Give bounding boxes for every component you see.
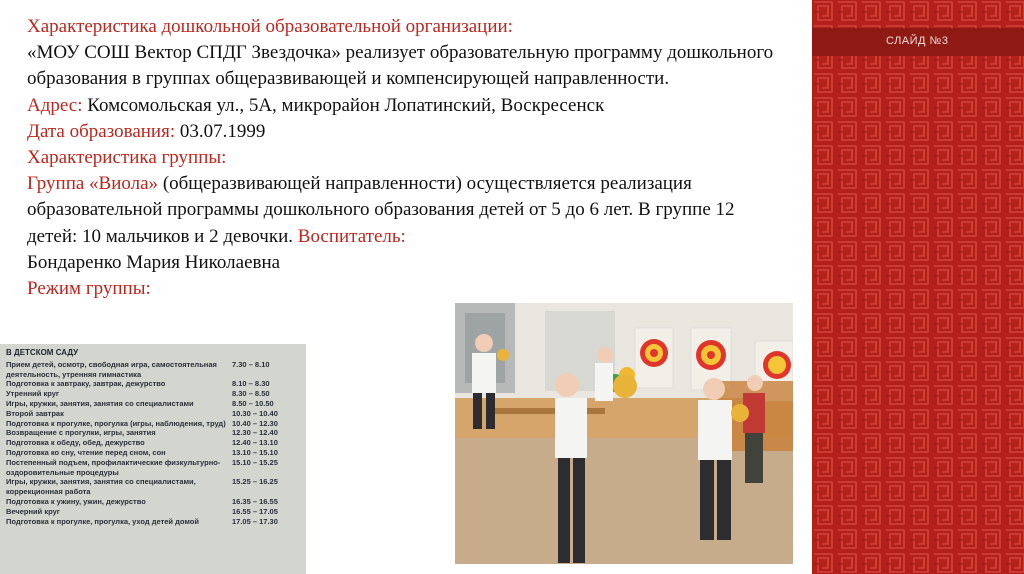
schedule-row bbox=[6, 497, 298, 507]
schedule-row bbox=[6, 389, 298, 399]
schedule-activity: Постепенный подъем, профилактические физкультурно-оздоровительные процедуры bbox=[6, 457, 221, 477]
slide-content bbox=[27, 14, 787, 302]
schedule-activity: Подготовка к прогулке, прогулка (игры, наблюдения, труд) bbox=[6, 418, 226, 428]
schedule-time: 17.05 – 17.30 bbox=[232, 516, 278, 526]
schedule-row bbox=[6, 419, 298, 429]
schedule-time: 12.30 – 12.40 bbox=[232, 428, 278, 438]
schedule-title: В ДЕТСКОМ САДУ bbox=[6, 348, 79, 357]
group-name: Группа «Виола» bbox=[27, 173, 159, 195]
schedule-row bbox=[6, 458, 298, 478]
schedule-time: 12.40 – 13.10 bbox=[232, 438, 278, 448]
address-value: Комсомольская ул., 5А, микрорайон Лопатинский, Воскресенск bbox=[82, 94, 605, 116]
schedule-rows bbox=[6, 360, 298, 527]
teacher-name: Бондаренко Мария Николаевна bbox=[27, 251, 281, 273]
schedule-activity: Подготовка к обеду, обед, дежурство bbox=[6, 438, 145, 448]
schedule-time: 15.10 – 15.25 bbox=[232, 457, 278, 467]
teacher-label: Воспитатель: bbox=[297, 225, 406, 247]
organization-description: «МОУ СОШ Вектор СПДГ Звездочка» реализует образовательную программу дошкольного образования в группах общеразвивающей и компенсирующей направленности. bbox=[27, 42, 774, 90]
address-line bbox=[27, 93, 787, 119]
gym-photo-illustration bbox=[455, 303, 793, 564]
schedule-activity: Подготовка к завтраку, завтрак, дежурство bbox=[6, 379, 166, 389]
heading-organization: Характеристика дошкольной образовательной организации: bbox=[27, 16, 513, 37]
heading-group: Характеристика группы: bbox=[27, 147, 227, 169]
schedule-activity: Второй завтрак bbox=[6, 408, 64, 418]
schedule-time: 16.55 – 17.05 bbox=[232, 506, 278, 516]
schedule-row bbox=[6, 507, 298, 517]
schedule-image bbox=[0, 344, 306, 574]
schedule-row bbox=[6, 517, 298, 527]
schedule-activity: Возвращение с прогулки, игры, занятия bbox=[6, 428, 156, 438]
heading-schedule: Режим группы: bbox=[27, 278, 151, 300]
date-value: 03.07.1999 bbox=[175, 120, 266, 142]
date-label: Дата образования: bbox=[27, 120, 176, 142]
schedule-time: 10.30 – 10.40 bbox=[232, 408, 278, 418]
schedule-time: 16.35 – 16.55 bbox=[232, 496, 278, 506]
schedule-activity: Вечерний круг bbox=[6, 506, 60, 516]
group-photo bbox=[455, 303, 793, 564]
schedule-row bbox=[6, 409, 298, 419]
schedule-activity: Игры, кружки, занятия, занятия со специалистами, коррекционная работа bbox=[6, 477, 196, 497]
founded-date-line bbox=[27, 119, 787, 145]
schedule-time: 15.25 – 16.25 bbox=[232, 477, 278, 487]
schedule-activity: Прием детей, осмотр, свободная игра, самостоятельная деятельность, утренняя гимнастика bbox=[6, 359, 217, 379]
schedule-time: 8.30 – 8.50 bbox=[232, 389, 270, 399]
schedule-activity: Утренний круг bbox=[6, 389, 59, 399]
schedule-row bbox=[6, 428, 298, 438]
schedule-time: 7.30 – 8.10 bbox=[232, 359, 270, 369]
schedule-row bbox=[6, 399, 298, 409]
schedule-activity: Подготовка к прогулке, прогулка, уход детей домой bbox=[6, 516, 199, 526]
schedule-table bbox=[6, 348, 298, 526]
schedule-row bbox=[6, 448, 298, 458]
address-label: Адрес: bbox=[27, 94, 83, 116]
schedule-time: 8.10 – 8.30 bbox=[232, 379, 270, 389]
schedule-time: 13.10 – 15.10 bbox=[232, 447, 278, 457]
schedule-activity: Подготовка ко сну, чтение перед сном, сон bbox=[6, 447, 166, 457]
schedule-activity: Подготовка к ужину, ужин, дежурство bbox=[6, 496, 146, 506]
group-desc: (общеразвивающей направленности) осуществляется реализация образовательной программы дошкольного образования детей от 5 до 6 лет. В группе 12 детей: 10 мальчиков и 2 девочки. bbox=[27, 173, 735, 247]
schedule-time: 10.40 – 12.30 bbox=[232, 418, 278, 428]
schedule-row bbox=[6, 477, 298, 497]
schedule-activity: Игры, кружки, занятия, занятия со специалистами bbox=[6, 398, 194, 408]
decorative-sidebar bbox=[812, 0, 1024, 574]
slide-number-badge bbox=[812, 28, 1024, 56]
slide-number: СЛАЙД №3 bbox=[886, 35, 949, 47]
schedule-row bbox=[6, 379, 298, 389]
group-description bbox=[27, 171, 787, 250]
schedule-row bbox=[6, 360, 298, 380]
schedule-row bbox=[6, 438, 298, 448]
schedule-time: 8.50 – 10.50 bbox=[232, 398, 274, 408]
fretwork-pattern bbox=[812, 0, 1024, 574]
